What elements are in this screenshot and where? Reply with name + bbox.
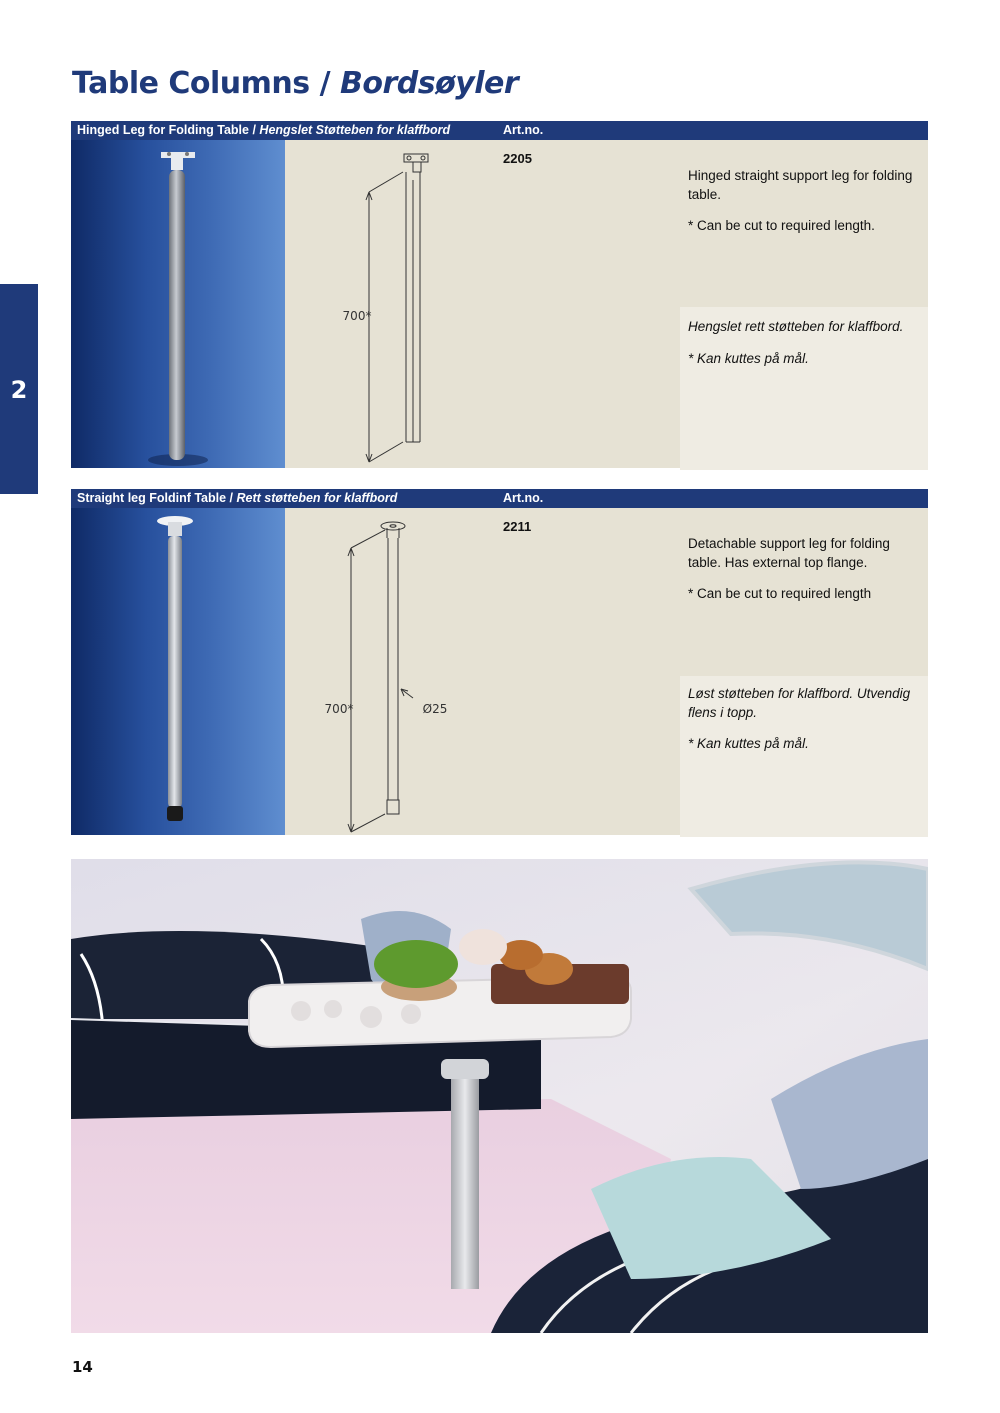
art-no-label: Art.no. <box>503 491 544 505</box>
straight-leg-drawing <box>285 508 680 835</box>
chapter-tab <box>0 284 38 494</box>
leg-tube <box>168 536 182 808</box>
hinge-bracket <box>161 152 195 170</box>
section-header <box>71 121 928 140</box>
chapter-number: 2 <box>10 376 28 404</box>
hinged-leg-drawing <box>285 140 680 468</box>
hinged-leg-illustration <box>71 140 285 468</box>
title-italic: Bordsøyler <box>340 66 519 101</box>
note-no: * Kan kuttes på mål. <box>688 351 809 366</box>
salad <box>374 940 458 988</box>
description-en: Detachable support leg for folding table. Has external top flange. <box>688 536 890 570</box>
header-title-en: Hinged Leg for Folding Table / <box>77 123 256 137</box>
product-photo <box>71 508 285 835</box>
art-no-label: Art.no. <box>503 123 544 137</box>
dimension-label: 700* <box>324 702 354 716</box>
header-title-no: Rett støtteben for klaffbord <box>236 491 398 505</box>
article-number: 2205 <box>503 151 532 166</box>
diameter-label: Ø25 <box>422 702 448 716</box>
page-number: 14 <box>72 1358 93 1376</box>
description-panel-en <box>680 140 928 307</box>
page-title <box>72 66 518 101</box>
section-header-title <box>77 491 397 505</box>
header-title-no: Hengslet Støtteben for klaffbord <box>259 123 451 137</box>
rubber-foot <box>167 806 183 821</box>
boat-table-scene <box>71 859 928 1333</box>
cup <box>459 929 507 965</box>
table-column <box>451 1069 479 1289</box>
article-number: 2211 <box>503 519 532 534</box>
product-section-straight-leg <box>71 489 928 837</box>
section-header <box>71 489 928 508</box>
note-en: * Can be cut to required length. <box>688 218 875 233</box>
boat-interior-photo <box>71 859 928 1333</box>
leg-tube <box>169 170 185 460</box>
note-en: * Can be cut to required length <box>688 586 872 601</box>
description-panel-no <box>680 307 928 470</box>
straight-leg-illustration <box>71 508 285 835</box>
header-title-en: Straight leg Foldinf Table / <box>77 491 234 505</box>
section-header-title <box>77 123 450 137</box>
description-panel-en <box>680 508 928 676</box>
description-panel-no <box>680 676 928 837</box>
description-en: Hinged straight support leg for folding table. <box>688 168 913 202</box>
technical-drawing <box>285 508 680 835</box>
title-main: Table Columns / <box>72 66 331 101</box>
note-no: * Kan kuttes på mål. <box>688 736 809 751</box>
description-no: Hengslet rett støtteben for klaffbord. <box>688 319 904 334</box>
technical-drawing <box>285 140 680 468</box>
product-section-hinged-leg <box>71 121 928 470</box>
dimension-label: 700* <box>342 309 372 323</box>
description-no: Løst støtteben for klaffbord. Utvendig flens i topp. <box>688 686 911 720</box>
product-photo <box>71 140 285 468</box>
